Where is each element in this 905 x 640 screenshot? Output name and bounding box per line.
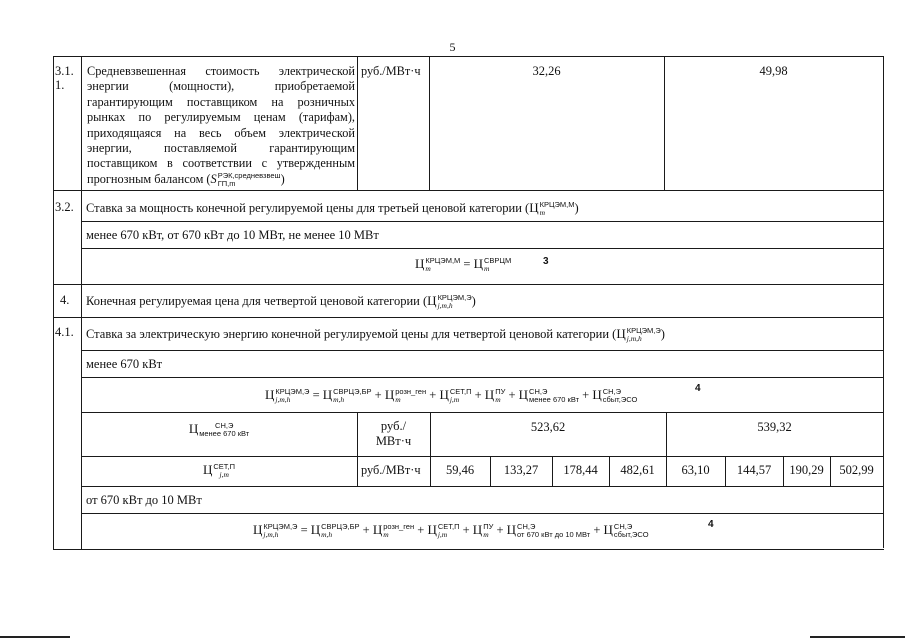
term-sup: СН,Э [215, 421, 234, 431]
scan-edge-mark [810, 636, 905, 638]
term-sup: ПУ [495, 387, 506, 397]
formula-group-1: Ц КРЦЭМ,Э j,m,h = Ц СВРЦЭ,БР m,h + Ц розн_ген m + Ц СЕТ,П j,m + Ц ПУ m + Ц СН,Э менее 670 кВт + Ц СН,Э сбыт,ЭСО [265, 387, 638, 405]
desc-symbol-sup: РЭК,средневзвеш [217, 171, 281, 181]
desc-line: гарантирующим поставщиком на розничных [87, 94, 355, 109]
term-sub: m [383, 530, 389, 540]
row-3-1-1-unit: руб./МВт·ч [361, 64, 421, 78]
desc-line: энергии, поставляемой гарантирующим [87, 141, 355, 156]
term-sub: j,m [219, 470, 229, 480]
term-sub: m,h [321, 530, 333, 540]
sym-sub: j,m,h [626, 334, 642, 344]
sales-unit: руб./ МВт·ч [375, 419, 412, 448]
term-sub: сбыт,ЭСО [613, 530, 649, 540]
row-4-title: Конечная регулируемая цена для четвертой ценовой категории (Ц КРЦЭМ,Э j,m,h ) [86, 293, 476, 311]
term-sup: ПУ [483, 522, 494, 532]
grid-unit: руб./МВт·ч [361, 463, 421, 477]
grid-value: 502,99 [839, 463, 874, 477]
term-sub: j,m,h [263, 530, 279, 540]
page-number: 5 [449, 40, 456, 54]
term-sub: от 670 кВт до 10 МВт [517, 530, 591, 540]
term-sup: КРЦЭМ,Э [275, 387, 310, 397]
scan-edge-mark [0, 636, 70, 638]
grid-value: 144,57 [736, 463, 772, 477]
grid-value: 178,44 [563, 463, 598, 477]
row-3-1-1-value-1: 32,26 [532, 64, 561, 78]
formula-3-2: Ц КРЦЭМ,М m = Ц СВРЦМ m [415, 256, 512, 274]
term-sup: СЕТ,П [213, 462, 236, 472]
row-3-1-1-value-2: 49,98 [759, 64, 788, 78]
grid-value: 190,29 [789, 463, 824, 477]
row-number-3-2: 3.2. [55, 200, 74, 214]
term-sub: m [483, 530, 489, 540]
row-3-2-subheading: менее 670 кВт, от 670 кВт до 10 МВт, не менее 10 МВт [86, 228, 379, 242]
footnote-mark: 3 [543, 256, 549, 267]
group-2-label: от 670 кВт до 10 МВт [86, 493, 202, 507]
grid-label: Ц СЕТ,П j,m [202, 462, 236, 480]
term-sub: m [483, 264, 490, 274]
grid-value: 133,27 [503, 463, 539, 477]
row-number-3-1-1: 3.1. 1. [55, 64, 74, 92]
footnote-mark: 4 [708, 519, 714, 530]
desc-line: поставщиком в соответствии с утвержденным [87, 156, 355, 171]
term-sup: СВРЦЭ,БР [321, 522, 360, 532]
group-1-label: менее 670 кВт [86, 357, 163, 371]
grid-value: 482,61 [620, 463, 655, 477]
term-sup: СЕТ,П [449, 387, 472, 397]
sym-sup: КРЦЭМ,М [539, 200, 575, 210]
term-sub: j,m [437, 530, 448, 540]
desc-line: прогнозным балансом [87, 171, 204, 186]
desc-symbol-sub: ГП,m [217, 179, 236, 189]
term-sup: СЕТ,П [437, 522, 460, 532]
term-sup: СН,Э [602, 387, 622, 397]
row-number-4: 4. [60, 293, 70, 307]
term-sub: m,h [333, 395, 345, 405]
sym-sup: КРЦЭМ,Э [437, 293, 472, 303]
term-sup: розн_ген [395, 387, 427, 397]
sym-sup: КРЦЭМ,Э [626, 326, 661, 336]
term-sub: сбыт,ЭСО [602, 395, 638, 405]
desc-line: приходящаяся на весь объем электрической [87, 125, 355, 140]
row-3-2-title-text: Ставка за мощность конечной регулируемой цены для третьей ценовой категории [86, 201, 522, 215]
term-sup: СВРЦМ [483, 256, 512, 266]
desc-line: энергии (мощности), приобретаемой [87, 79, 355, 94]
sym-sub: j,m,h [437, 301, 453, 311]
sym-sub: m [539, 208, 546, 218]
term-sub: m [495, 395, 501, 405]
desc-line: рынках по регулируемым ценам (тарифам), [87, 110, 355, 125]
desc-line: Средневзвешенная стоимость электрической [87, 64, 355, 78]
sales-value-2: 539,32 [757, 420, 792, 434]
term-sup: КРЦЭМ,Э [263, 522, 298, 532]
desc-last-line: прогнозным балансом (S РЭК,средневзвеш ГП,m ) [87, 171, 285, 189]
term-sub: менее 670 кВт [529, 395, 580, 405]
footnote-mark: 4 [695, 383, 701, 394]
term-sub: менее 670 кВт [199, 429, 250, 439]
grid-value: 63,10 [681, 463, 710, 477]
term-sub: j,m [449, 395, 460, 405]
desc-symbol: S [210, 171, 217, 186]
price-symbol: Ц [529, 200, 539, 215]
term-sub: m [425, 264, 431, 274]
term-sup: СН,Э [613, 522, 633, 532]
row-3-2-title: Ставка за мощность конечной регулируемой цены для третьей ценовой категории (Ц КРЦЭМ,М m ) [86, 200, 579, 218]
row-3-1-1-description [87, 64, 355, 188]
grid-value: 59,46 [445, 463, 475, 477]
term-sup: СН,Э [517, 522, 536, 532]
term-sup: СВРЦЭ,БР [333, 387, 372, 397]
term-sub: j,m,h [275, 395, 291, 405]
row-4-title-text: Конечная регулируемая цена для четвертой ценовой категории [86, 294, 420, 308]
row-number-4-1: 4.1. [55, 325, 74, 339]
term-sup: розн_ген [383, 522, 415, 532]
sales-value-1: 523,62 [530, 420, 566, 434]
row-4-1-title-text: Ставка за электрическую энергию конечной регулируемой цены для четвертой ценовой категории [86, 327, 610, 341]
term-sub: m [395, 395, 401, 405]
term-sup: СН,Э [529, 387, 548, 397]
term-sup: КРЦЭМ,М [425, 256, 461, 266]
formula-group-2: Ц КРЦЭМ,Э j,m,h = Ц СВРЦЭ,БР m,h + Ц розн_ген m + Ц СЕТ,П j,m + Ц ПУ m + Ц СН,Э от 670 кВт до 10 МВт + Ц СН,Э сбыт,ЭСО [253, 522, 649, 540]
row-4-1-title: Ставка за электрическую энергию конечной регулируемой цены для четвертой ценовой категории (Ц КРЦЭМ,Э j,m,h ) [86, 326, 665, 344]
sales-label: Ц СН,Э менее 670 кВт [188, 421, 250, 439]
